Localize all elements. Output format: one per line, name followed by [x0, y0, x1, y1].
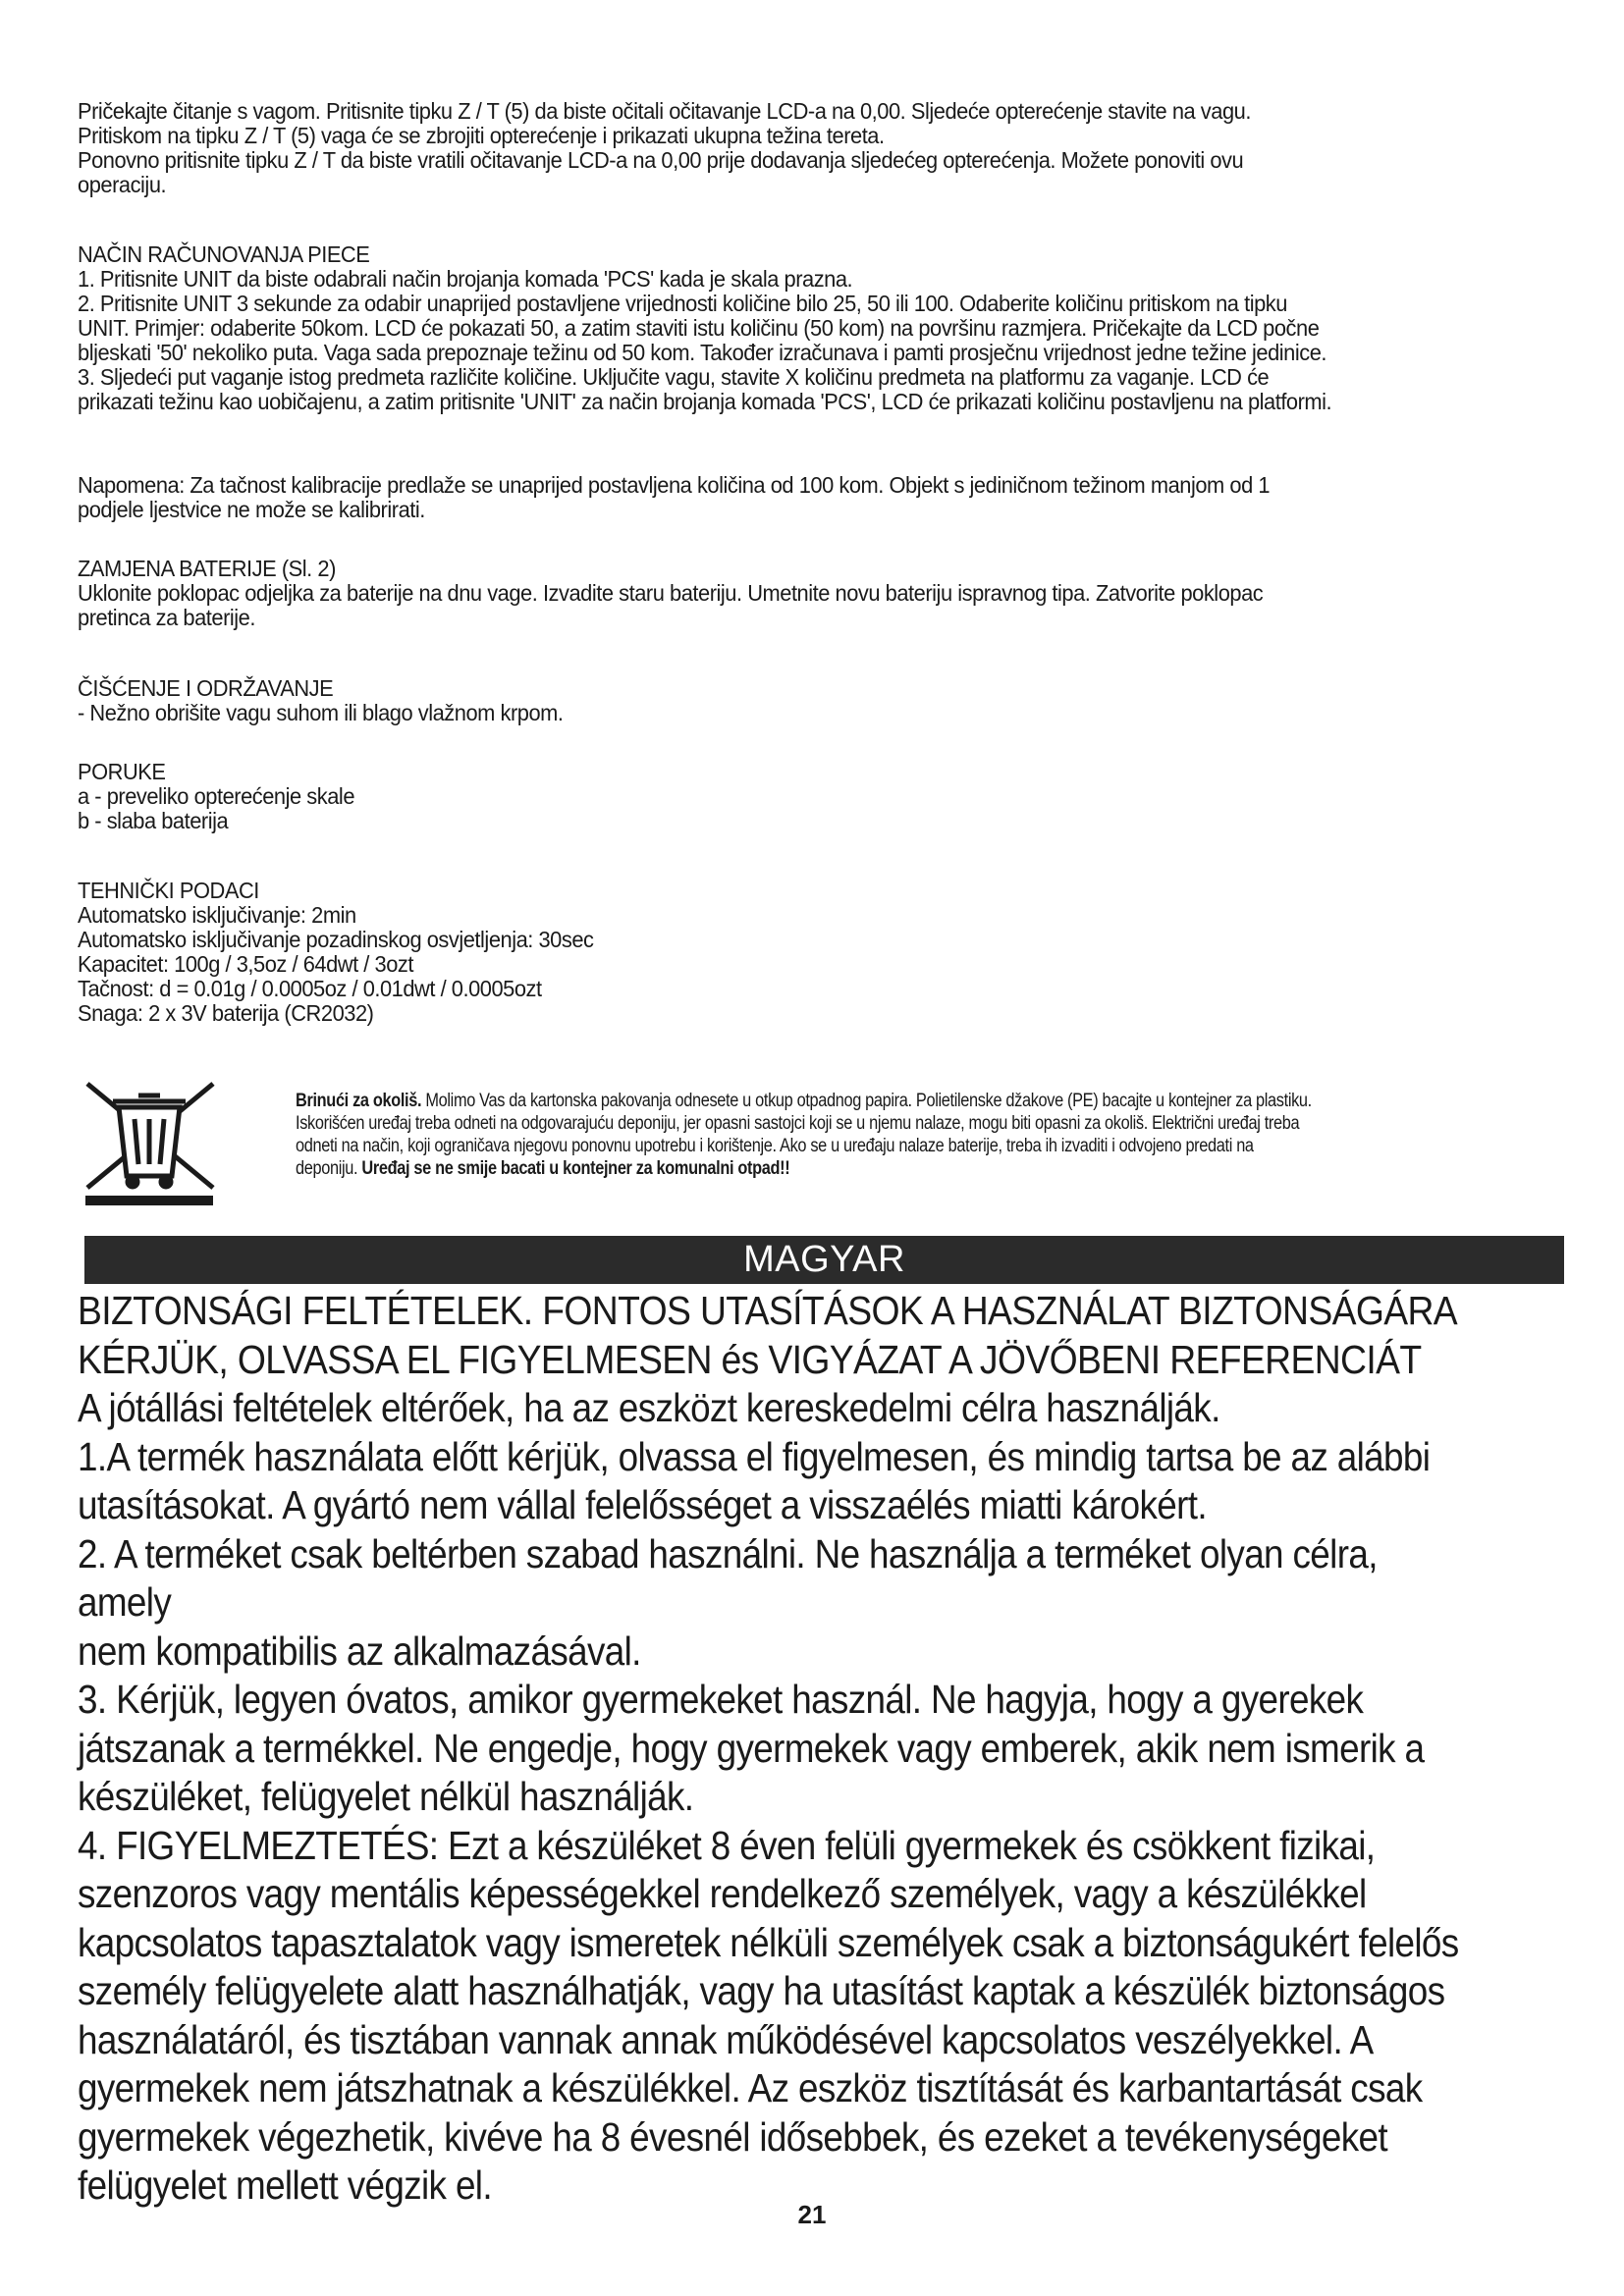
section-line: prikazati težinu kao uobičajenu, a zatim pritisnite 'UNIT' za način brojanja komada 'PCS', LCD će prikazati količinu postavljenu na platformi.: [78, 389, 1332, 414]
spec-line: Tačnost: d = 0.01g / 0.0005oz / 0.01dwt / 0.0005ozt: [78, 976, 542, 1001]
body-line: 2. A terméket csak beltérben szabad használni. Ne használja a terméket olyan célra, amely: [78, 1530, 1378, 1625]
section-line: b - slaba baterija: [78, 808, 229, 833]
section-line: pretinca za baterije.: [78, 605, 255, 630]
weee-line-rest: Molimo Vas da kartonska pakovanja odnesete u otkup otpadnog papira. Polietilenske džakove (PE) bacajte u kontejner za plastiku.: [421, 1091, 1312, 1111]
language-banner: MAGYAR: [84, 1236, 1564, 1284]
messages-section: [78, 760, 1466, 833]
section-line: 1. Pritisnite UNIT da biste odabrali način brojanja komada 'PCS' kada je skala prazna.: [78, 266, 853, 292]
note-line: Napomena: Za tačnost kalibracije predlaže se unaprijed postavljena količina od 100 kom. Objekt s jediničnom težinom manjom od 1: [78, 472, 1271, 498]
body-line: készüléket, felügyelet nélkül használják.: [78, 1774, 694, 1819]
heading-line: BIZTONSÁGI FELTÉTELEK. FONTOS UTASÍTÁSOK A HASZNÁLAT BIZTONSÁGÁRA: [78, 1288, 1458, 1333]
weee-line: [296, 1090, 1545, 1112]
spec-line: Automatsko isključivanje: 2min: [78, 902, 356, 928]
weee-notice: [78, 1078, 1590, 1215]
note-line: podjele ljestvice ne može se kalibrirati.: [78, 497, 425, 522]
spec-line: Kapacitet: 100g / 3,5oz / 64dwt / 3ozt: [78, 951, 413, 977]
weee-bold-lead: Brinući za okoliš.: [296, 1091, 422, 1111]
section-line: Uklonite poklopac odjeljka za baterije na dnu vage. Izvadite staru bateriju. Umetnite novu bateriju ispravnog tipa. Zatvorite poklopac: [78, 580, 1264, 606]
section-line: a - preveliko opterećenje skale: [78, 783, 355, 809]
body-line: nem kompatibilis az alkalmazásával.: [78, 1628, 641, 1674]
intro-line: operaciju.: [78, 172, 167, 197]
section-line: bljeskati '50' nekoliko puta. Vaga sada prepoznaje težinu od 50 kom. Također izračunava i pamti prosječnu vrijednost jedne težine jedinice.: [78, 340, 1327, 365]
crossed-bin-icon: [78, 1078, 221, 1207]
section-line: 3. Sljedeći put vaganje istog predmeta različite količine. Uključite vagu, stavite X količinu predmeta na platformu za vaganje. LCD će: [78, 364, 1270, 390]
weee-line: [296, 1157, 1545, 1180]
weee-line-start: deponiju.: [296, 1158, 362, 1179]
body-line: 1.A termék használata előtt kérjük, olvassa el figyelmesen, és mindig tartsa be az alábbi: [78, 1433, 1431, 1479]
body-line: 3. Kérjük, legyen óvatos, amikor gyermekeket használ. Ne hagyja, hogy a gyerekek: [78, 1677, 1364, 1722]
section-title: TEHNIČKI PODACI: [78, 878, 259, 903]
section-line: UNIT. Primjer: odaberite 50kom. LCD će pokazati 50, a zatim staviti istu količinu (50 kom) na površinu razmjera. Pričekajte da LCD počne: [78, 315, 1320, 341]
weee-text: [296, 1090, 1545, 1180]
cleaning-section: [78, 676, 1466, 725]
body-line: személy felügyelete alatt használhatják, vagy ha utasítást kaptak a készülék biztonságos: [78, 1968, 1445, 2013]
spec-line: Snaga: 2 x 3V baterija (CR2032): [78, 1000, 374, 1026]
heading-line: KÉRJÜK, OLVASSA EL FIGYELMESEN és VIGYÁZAT A JÖVŐBENI REFERENCIÁT: [78, 1337, 1422, 1382]
body-line: játszanak a termékkel. Ne engedje, hogy gyermekek vagy emberek, akik nem ismerik a: [78, 1725, 1425, 1771]
body-line: kapcsolatos tapasztalatok vagy ismeretek nélküli személyek csak a biztonságukért felelős: [78, 1919, 1459, 1965]
body-line: felügyelet mellett végzik el.: [78, 2163, 492, 2208]
section-title: ZAMJENA BATERIJE (Sl. 2): [78, 556, 336, 581]
body-line: gyermekek végezhetik, kivéve ha 8 évesnél idősebbek, és ezeket a tevékenységeket: [78, 2113, 1387, 2160]
body-line: szenzoros vagy mentális képességekkel rendelkező személyek, vagy a készülékkel: [78, 1871, 1367, 1916]
safety-body: [78, 1384, 1472, 2211]
piece-counting-section: [78, 242, 1466, 414]
weee-line: Iskorišćen uređaj treba odneti na odgovarajuću deponiju, jer opasni sastojci koji se u njemu nalaze, mogu biti opasni za okoliš. Električni uređaj treba: [296, 1113, 1300, 1134]
body-line: utasításokat. A gyártó nem vállal felelősséget a visszaélés miatti károkért.: [78, 1482, 1207, 1527]
safety-heading: [78, 1286, 1472, 1384]
note-paragraph: [78, 473, 1466, 522]
specs-section: [78, 879, 1466, 1026]
intro-paragraph: [78, 99, 1466, 197]
body-line: gyermekek nem játszhatnak a készülékkel. Az eszköz tisztítását és karbantartását csak: [78, 2065, 1423, 2110]
body-line: A jótállási feltételek eltérőek, ha az eszközt kereskedelmi célra használják.: [78, 1385, 1220, 1430]
section-title: ČIŠĆENJE I ODRŽAVANJE: [78, 675, 334, 701]
intro-line: Pritiskom na tipku Z / T (5) vaga će se zbrojiti opterećenje i prikazati ukupna težina tereta.: [78, 123, 885, 148]
weee-line: odneti na način, koji ograničava njegovu ponovnu upotrebu i korištenje. Ako se u uređaju nalaze baterije, treba ih izvaditi i odvojeno predati na: [296, 1136, 1254, 1156]
spec-line: Automatsko isključivanje pozadinskog osvjetljenja: 30sec: [78, 927, 594, 952]
section-title: NAČIN RAČUNOVANJA PIECE: [78, 241, 370, 267]
intro-line: Ponovno pritisnite tipku Z / T da biste vratili očitavanje LCD-a na 0,00 prije dodavanja sljedećeg opterećenja. Možete ponoviti ovu: [78, 147, 1244, 173]
body-line: használatáról, és tisztában vannak annak működésével kapcsolatos veszélyekkel. A: [78, 2016, 1374, 2062]
battery-section: [78, 557, 1466, 630]
intro-line: Pričekajte čitanje s vagom. Pritisnite tipku Z / T (5) da biste očitali očitavanje LCD-a na 0,00. Sljedeće opterećenje stavite na vagu.: [78, 98, 1251, 124]
section-line: - Nežno obrišite vagu suhom ili blago vlažnom krpom.: [78, 700, 564, 725]
section-line: 2. Pritisnite UNIT 3 sekunde za odabir unaprijed postavljene vrijednosti količine bilo 25, 50 ili 100. Odaberite količinu pritiskom na tipku: [78, 291, 1287, 316]
body-line: 4. FIGYELMEZTETÉS: Ezt a készüléket 8 éven felüli gyermekek és csökkent fizikai,: [78, 1822, 1376, 1868]
weee-bold-warning: Uređaj se ne smije bacati u kontejner za komunalni otpad!!: [361, 1158, 790, 1179]
page-number: 21: [797, 2200, 827, 2229]
section-title: PORUKE: [78, 759, 166, 784]
